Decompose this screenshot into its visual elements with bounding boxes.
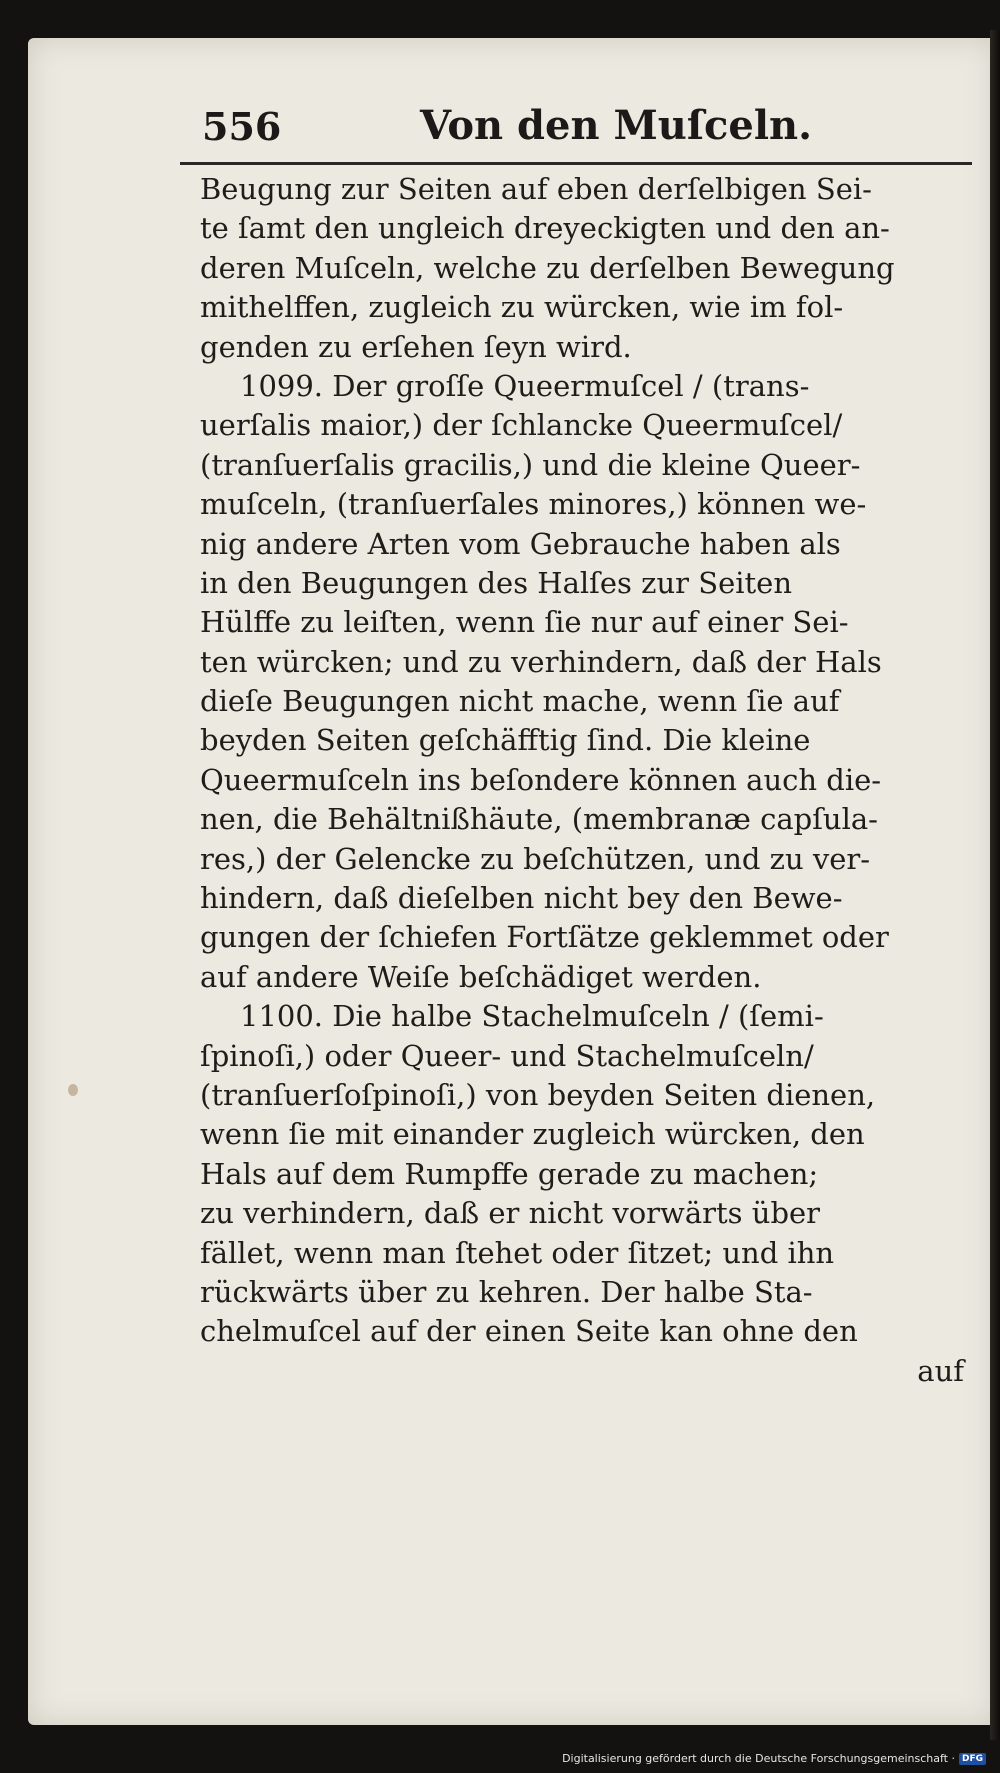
text-line: ſpinoſi,) oder Queer- und Stachelmuſceln/ bbox=[200, 1038, 814, 1073]
text-line: nig andere Arten vom Gebrauche haben als bbox=[200, 526, 841, 561]
text-line: gungen der ſchiefen Fortſätze geklemmet oder bbox=[200, 920, 889, 955]
text-line: dieſe Beugungen nicht mache, wenn ſie auf bbox=[200, 684, 840, 719]
text-line: beyden Seiten geſchäfftig ſind. Die kleine bbox=[200, 723, 811, 758]
text-line: te ſamt den ungleich dreyeckigten und den an- bbox=[200, 211, 890, 246]
catchword: auf bbox=[917, 1353, 964, 1388]
text-line: auf andere Weiſe beſchädiget werden. bbox=[200, 959, 762, 994]
text-line: Hülffe zu leiſten, wenn ſie nur auf einer Sei- bbox=[200, 605, 849, 640]
text-line: uerſalis maior,) der ſchlancke Queermuſcel/ bbox=[200, 408, 843, 443]
text-line: rückwärts über zu kehren. Der halbe Sta- bbox=[200, 1274, 813, 1309]
text-line: hindern, daß dieſelben nicht bey den Bewe- bbox=[200, 881, 843, 916]
text-line: zu verhindern, daß er nicht vorwärts über bbox=[200, 1196, 821, 1231]
footer-text: Digitalisierung gefördert durch die Deutsche Forschungsgemeinschaft · bbox=[562, 1752, 955, 1765]
text-line: mithelffen, zugleich zu würcken, wie im fol- bbox=[200, 290, 844, 325]
text-line: wenn ſie mit einander zugleich würcken, den bbox=[200, 1117, 865, 1152]
page-header bbox=[178, 96, 976, 154]
running-title: Von den Muſceln. bbox=[420, 102, 813, 149]
text-line: ten würcken; und zu verhindern, daß der Hals bbox=[200, 644, 882, 679]
paragraph-1099-start: 1099. Der groſſe Queermuſcel / (trans- bbox=[240, 368, 810, 403]
header-rule bbox=[180, 162, 972, 165]
text-line: res,) der Gelencke zu beſchützen, und zu ver- bbox=[200, 841, 871, 876]
paper-stain bbox=[68, 1084, 78, 1096]
book-edge bbox=[990, 30, 1000, 1740]
text-line: Queermuſceln ins beſondere können auch die- bbox=[200, 762, 882, 797]
text-line: (tranſuerſoſpinoſi,) von beyden Seiten dienen, bbox=[200, 1077, 876, 1112]
text-line: genden zu erſehen ſeyn wird. bbox=[200, 329, 632, 364]
page-number: 556 bbox=[202, 104, 282, 149]
digitization-footer bbox=[562, 1752, 986, 1765]
text-line: muſceln, (tranſuerſales minores,) können we- bbox=[200, 487, 867, 522]
text-line: fället, wenn man ſtehet oder ſitzet; und ihn bbox=[200, 1235, 835, 1270]
text-line: nen, die Behältnißhäute, (membranæ capſula- bbox=[200, 802, 878, 837]
text-line: Beugung zur Seiten auf eben derſelbigen Sei- bbox=[200, 172, 872, 206]
text-line: (tranſuerſalis gracilis,) und die kleine Queer- bbox=[200, 447, 861, 482]
text-line: deren Muſceln, welche zu derſelben Bewegung bbox=[200, 250, 895, 285]
paragraph-1100-start: 1100. Die halbe Stachelmuſceln / (ſemi- bbox=[240, 999, 824, 1034]
text-line: chelmuſcel auf der einen Seite kan ohne den bbox=[200, 1314, 858, 1349]
text-line: Hals auf dem Rumpffe gerade zu machen; bbox=[200, 1156, 819, 1191]
text-line: in den Beugungen des Halſes zur Seiten bbox=[200, 565, 792, 600]
body-text bbox=[200, 170, 970, 1391]
dfg-logo: DFG bbox=[959, 1753, 986, 1765]
